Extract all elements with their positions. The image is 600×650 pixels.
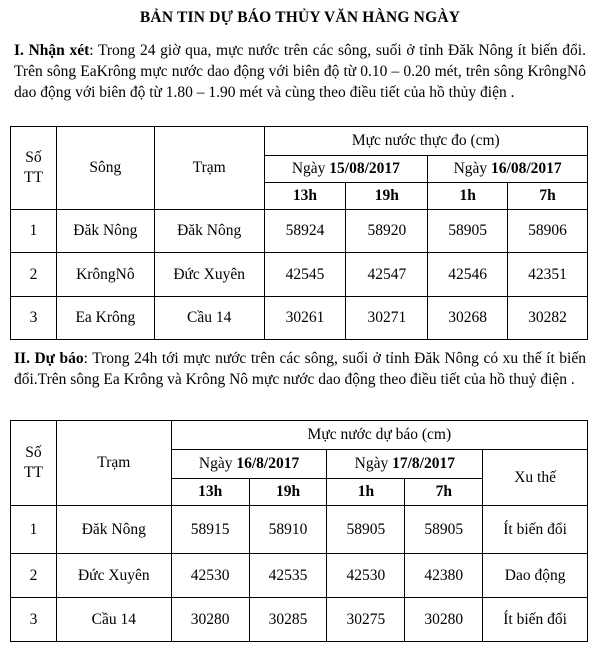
row-value: 42530 [171, 554, 249, 598]
row-value: 58905 [327, 506, 405, 554]
row-value: 58905 [405, 506, 483, 554]
header-forecast-level: Mực nước dự báo (cm) [171, 421, 587, 450]
row-value: 30285 [249, 598, 327, 642]
header-hour: 7h [405, 479, 483, 506]
row-station: Đăk Nông [56, 506, 171, 554]
header-hour: 7h [508, 183, 588, 210]
row-stt: 3 [11, 598, 57, 642]
row-value: 58924 [264, 210, 346, 253]
row-stt: 3 [11, 297, 57, 340]
row-value: 30275 [327, 598, 405, 642]
observation-heading: I. Nhận xét [14, 42, 90, 59]
header-observed-level: Mực nước thực đo (cm) [264, 127, 587, 156]
row-stt: 1 [11, 506, 57, 554]
observation-paragraph [14, 40, 586, 103]
row-river: Đăk Nông [56, 210, 154, 253]
row-value: 42380 [405, 554, 483, 598]
row-value: 30280 [171, 598, 249, 642]
row-value: 30268 [428, 297, 508, 340]
table-row [11, 506, 588, 554]
row-station: Cầu 14 [154, 297, 264, 340]
header-station: Trạm [56, 421, 171, 506]
table-row [11, 297, 588, 340]
table-row [11, 253, 588, 297]
row-value: 30271 [346, 297, 428, 340]
row-trend: Ít biến đổi [483, 598, 588, 642]
observed-water-level-table [10, 126, 588, 340]
header-hour: 19h [346, 183, 428, 210]
table-row [11, 598, 588, 642]
row-value: 58906 [508, 210, 588, 253]
header-hour: 1h [428, 183, 508, 210]
row-value: 42351 [508, 253, 588, 297]
header-hour: 13h [171, 479, 249, 506]
observation-text: : Trong 24 giờ qua, mực nước trên các sông, suối ở tỉnh Đăk Nông ít biến đổi. Trên sông EaKrông mực nước dao động với biên độ từ 0.10 – 0.20 mét, trên sông KrôngNô dao động với biên độ từ 1.80 – 1.90 mét và cùng theo điều tiết của hồ thủy điện . [14, 42, 586, 101]
page-title: BẢN TIN DỰ BÁO THỦY VĂN HÀNG NGÀY [139, 9, 461, 26]
forecast-paragraph [14, 348, 586, 390]
header-trend: Xu thế [483, 450, 588, 506]
row-trend: Dao động [483, 554, 588, 598]
row-value: 42535 [249, 554, 327, 598]
row-trend: Ít biến đổi [483, 506, 588, 554]
row-value: 42530 [327, 554, 405, 598]
row-value: 42545 [264, 253, 346, 297]
forecast-water-level-table [10, 420, 588, 642]
header-stt: Số TT [11, 127, 57, 210]
row-value: 30280 [405, 598, 483, 642]
row-station: Đức Xuyên [56, 554, 171, 598]
forecast-text: : Trong 24h tới mực nước trên các sông, suối ở tỉnh Đăk Nông có xu thế ít biến đổi.Trên sông Ea Krông và Krông Nô mực nước dao động theo điều tiết của hồ thuỷ điện . [14, 350, 586, 388]
header-day1: Ngày 16/8/2017 [171, 450, 327, 479]
row-value: 42547 [346, 253, 428, 297]
row-value: 58910 [249, 506, 327, 554]
header-day2: Ngày 17/8/2017 [327, 450, 483, 479]
header-hour: 19h [249, 479, 327, 506]
row-value: 30261 [264, 297, 346, 340]
row-stt: 1 [11, 210, 57, 253]
header-day2: Ngày 16/08/2017 [428, 156, 588, 183]
row-value: 30282 [508, 297, 588, 340]
forecast-heading: II. Dự báo [14, 350, 84, 367]
header-day1: Ngày 15/08/2017 [264, 156, 428, 183]
header-stt: Số TT [11, 421, 57, 506]
header-station: Trạm [154, 127, 264, 210]
header-hour: 1h [327, 479, 405, 506]
row-value: 58915 [171, 506, 249, 554]
row-value: 42546 [428, 253, 508, 297]
row-stt: 2 [11, 554, 57, 598]
row-river: Ea Krông [56, 297, 154, 340]
row-value: 58920 [346, 210, 428, 253]
table-row [11, 554, 588, 598]
table-row [11, 210, 588, 253]
row-station: Đức Xuyên [154, 253, 264, 297]
row-stt: 2 [11, 253, 57, 297]
header-river: Sông [56, 127, 154, 210]
row-station: Đăk Nông [154, 210, 264, 253]
header-hour: 13h [264, 183, 346, 210]
row-station: Cầu 14 [56, 598, 171, 642]
row-river: KrôngNô [56, 253, 154, 297]
row-value: 58905 [428, 210, 508, 253]
